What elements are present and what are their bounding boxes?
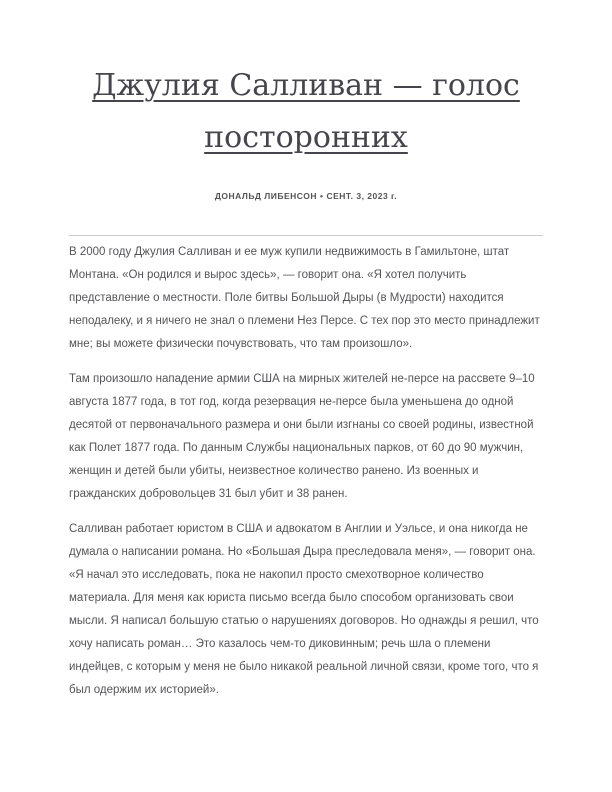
byline-date: СЕНТ. 3, 2023 г.: [326, 191, 398, 201]
article-paragraph: Там произошло нападение армии США на мирных жителей не-персе на рассвете 9–10 августа 1877 года, в тот год, когда резервация не-персе была уменьшена до одной десятой от первоначального размера и они были изгнаны со своей родины, известной как Полет 1877 года. По данным Службы национальных парков, от 60 до 90 мужчин, женщин и детей были убиты, неизвестное количество ранено. Из военных и гражданских добровольцев 31 был убит и 38 ранен.: [69, 373, 535, 500]
article-paragraph: Салливан работает юристом в США и адвокатом в Англии и Уэльсе, и она никогда не думала о написании романа. Но «Большая Дыра преследовала меня», — говорит она. «Я начал это исследовать, пока не накопил просто смехотворное количество материала. Для меня как юриста письмо всегда было способом организовать свои мысли. Я написал большую статью о нарушениях договоров. Но однажды я решил, что хочу написать роман… Это казалось чем-то диковинным; речь шла о племени индейцев, с которым у меня не было никакой реальной личной связи, кроме того, что я был одержим их историей».: [69, 523, 539, 696]
article-title-link[interactable]: Джулия Салливан — голос посторонних: [92, 68, 520, 155]
article-body: [69, 235, 543, 702]
article-header: [0, 0, 612, 202]
byline-author: ДОНАЛЬД ЛИБЕНСОН: [214, 191, 317, 201]
article-paragraph: В 2000 году Джулия Салливан и ее муж купили недвижимость в Гамильтоне, штат Монтана. «Он родился и вырос здесь», — говорит она. «Я хотел получить представление о местности. Поле битвы Большой Дыры (в Мудрости) находится неподалеку, и я ничего не знал о племени Нез Персе. С тех пор это место принадлежит мне; вы можете физически почувствовать, что там произошло».: [69, 246, 540, 350]
byline-separator-dot: •: [319, 191, 324, 201]
article-byline: [0, 191, 612, 202]
